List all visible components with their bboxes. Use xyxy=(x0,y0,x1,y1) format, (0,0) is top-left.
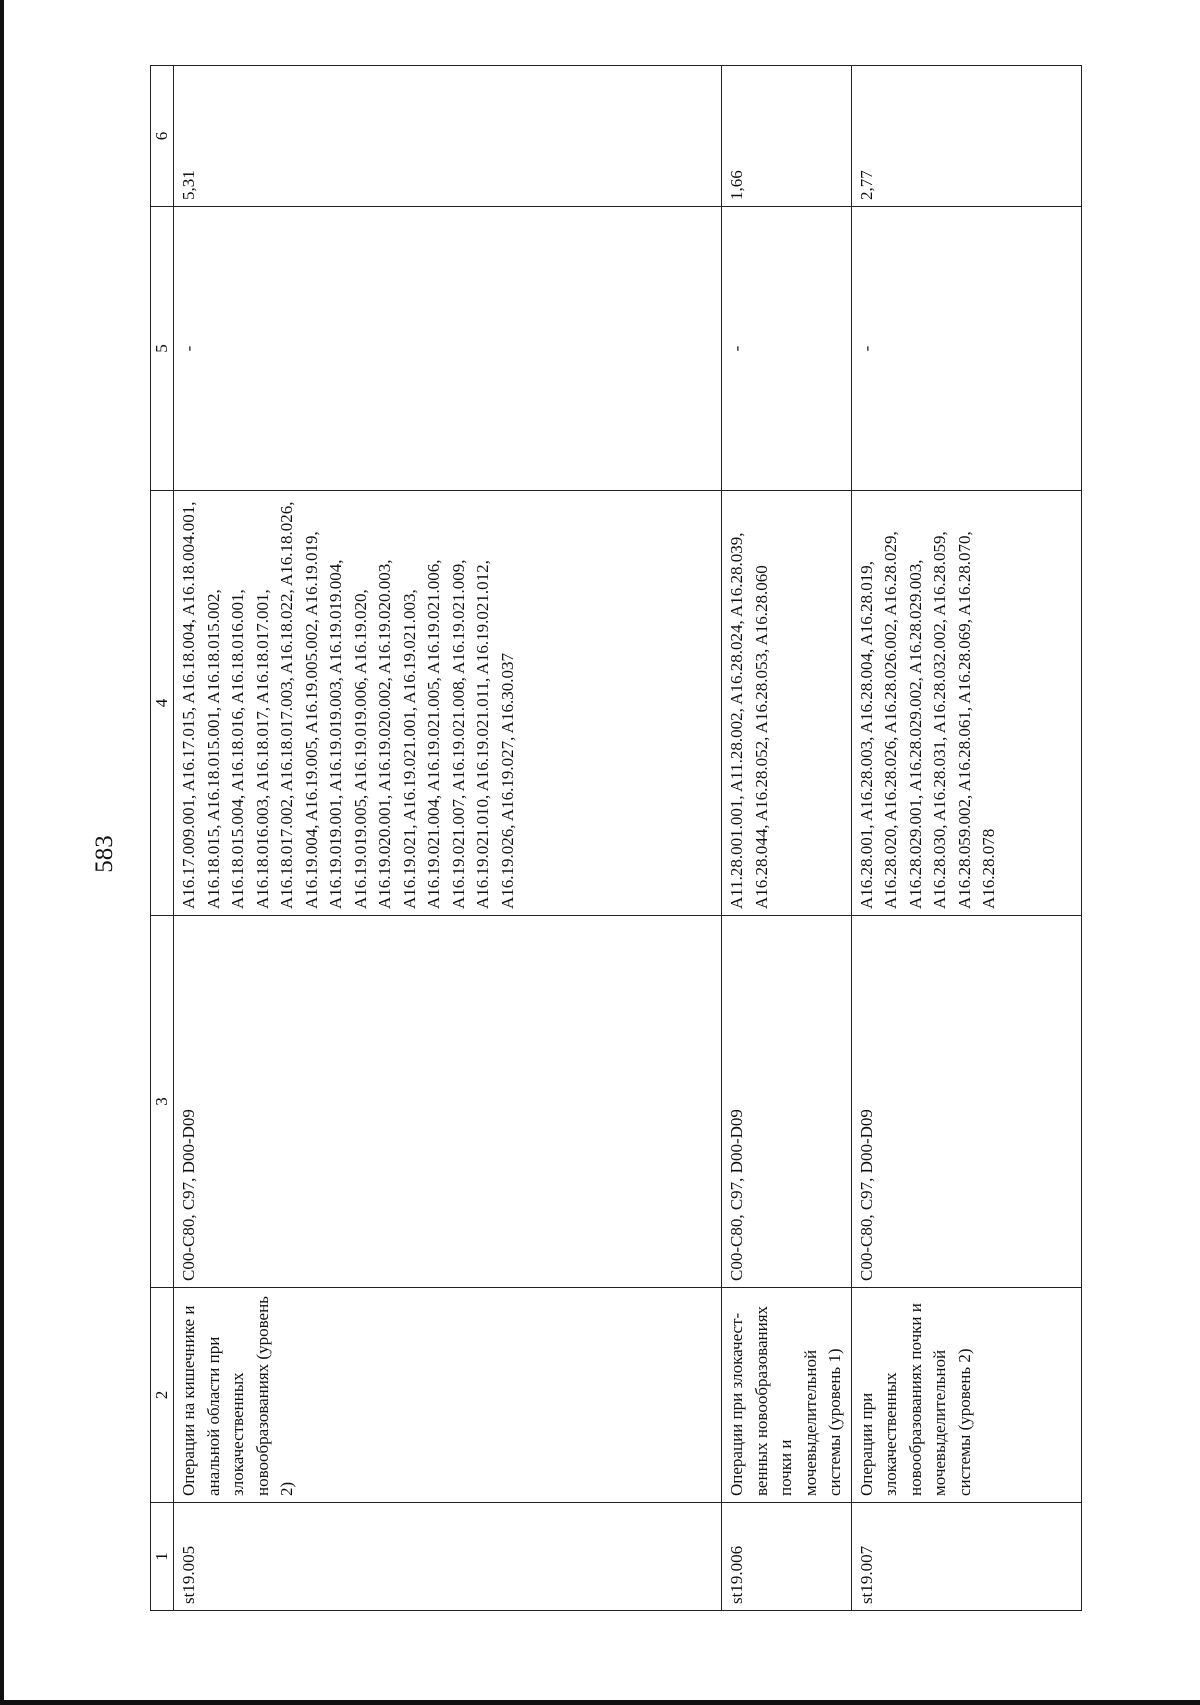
rotated-table-wrapper xyxy=(150,66,1060,1611)
row-icd-codes: C00-C80, C97, D00-D09 xyxy=(851,916,1081,1288)
row-col5: - xyxy=(851,207,1081,491)
column-number: 1 xyxy=(151,1503,174,1611)
row-col5: - xyxy=(722,207,852,491)
column-number: 2 xyxy=(151,1288,174,1503)
row-name: Операции на кишечнике и анальной области при злокачественных новообразованиях (уровень 2) xyxy=(174,1288,722,1503)
scan-edge-bottom xyxy=(0,1700,1200,1705)
column-number: 3 xyxy=(151,916,174,1288)
scan-edge-left xyxy=(0,0,4,1705)
tariff-table xyxy=(150,65,1082,1611)
row-service-codes: A16.28.001, A16.28.003, A16.28.004, A16.28.019, A16.28.020, A16.28.026, A16.28.026.002, A16.28.029, A16.28.029.001, A16.28.029.002, A16.28.029.003, A16.28.030, A16.28.031, A16.28.032.002, A16.28.059, A16.28.059.002, A16.28.061, A16.28.069, A16.28.070, A16.28.078 xyxy=(851,491,1081,916)
row-service-codes: A11.28.001.001, A11.28.002, A16.28.024, A16.28.039, A16.28.044, A16.28.052, A16.28.053, A16.28.060 xyxy=(722,491,852,916)
row-coefficient: 1,66 xyxy=(722,66,852,207)
row-coefficient: 5,31 xyxy=(174,66,722,207)
column-number: 4 xyxy=(151,491,174,916)
column-number-row xyxy=(151,66,174,1611)
row-name: Операции при злокачественных новообразованиях почки и мочевыделительной системы (уровень 2) xyxy=(851,1288,1081,1503)
row-code: st19.006 xyxy=(722,1503,852,1611)
row-code: st19.005 xyxy=(174,1503,722,1611)
column-number: 5 xyxy=(151,207,174,491)
row-name: Операции при злокачест-венных новообразованиях почки и мочевыделительной системы (уровень 1) xyxy=(722,1288,852,1503)
row-icd-codes: C00-C80, C97, D00-D09 xyxy=(722,916,852,1288)
page-number: 583 xyxy=(91,835,118,873)
row-col5: - xyxy=(174,207,722,491)
row-code: st19.007 xyxy=(851,1503,1081,1611)
row-service-codes: A16.17.009.001, A16.17.015, A16.18.004, A16.18.004.001, A16.18.015, A16.18.015.001, A16.18.015.002, A16.18.015.004, A16.18.016, A16.18.016.001, A16.18.016.003, A16.18.017, A16.18.017.001, A16.18.017.002, A16.18.017.003, A16.18.022, A16.18.026, A16.19.004, A16.19.005, A16.19.005.002, A16.19.019, A16.19.019.001, A16.19.019.003, A16.19.019.004, A16.19.019.005, A16.19.019.006, A16.19.020, A16.19.020.001, A16.19.020.002, A16.19.020.003, A16.19.021, A16.19.021.001, A16.19.021.003, A16.19.021.004, A16.19.021.005, A16.19.021.006, A16.19.021.007, A16.19.021.008, A16.19.021.009, A16.19.021.010, A16.19.021.011, A16.19.021.012, A16.19.026, A16.19.027, A16.30.037 xyxy=(174,491,722,916)
row-coefficient: 2,77 xyxy=(851,66,1081,207)
table-row xyxy=(174,66,722,1611)
column-number: 6 xyxy=(151,66,174,207)
row-icd-codes: C00-C80, C97, D00-D09 xyxy=(174,916,722,1288)
table-row xyxy=(851,66,1081,1611)
table-row xyxy=(722,66,852,1611)
